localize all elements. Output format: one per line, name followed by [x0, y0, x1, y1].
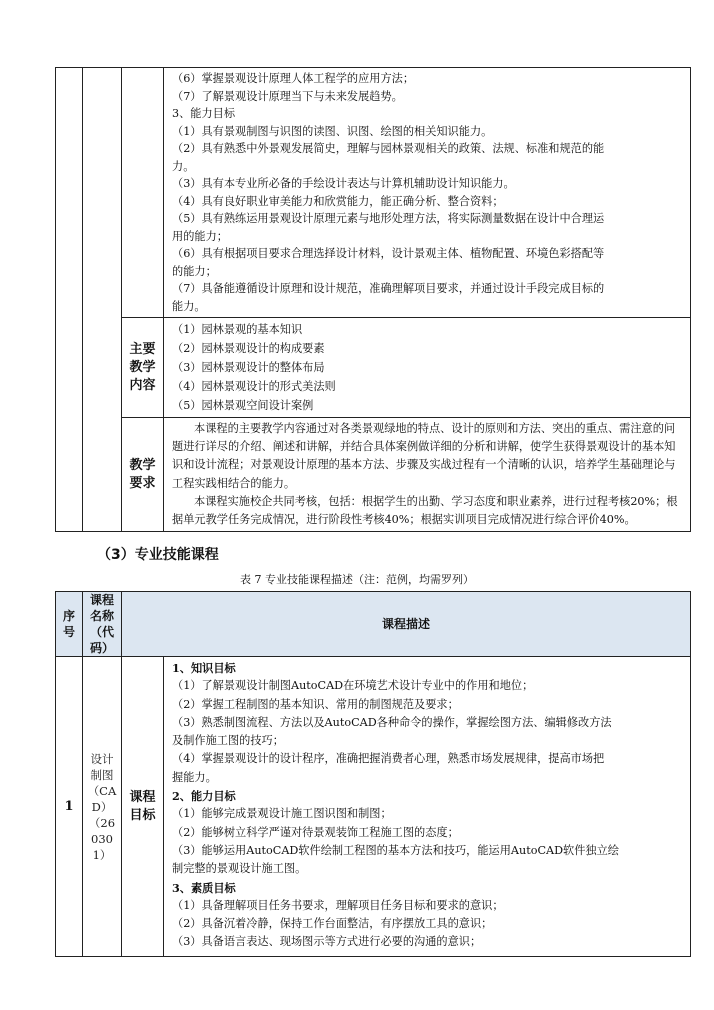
desc-line: 及制作施工图的技巧；: [172, 734, 284, 748]
desc-line: 1、知识目标: [172, 661, 236, 675]
goal-line: （3）具有本专业所必备的手绘设计表达与计算机辅助设计知识能力。: [172, 177, 515, 190]
desc-line: （1）能够完成景观设计施工图识图和制图；: [172, 807, 392, 821]
content-cell: [164, 318, 691, 418]
desc-line: 握能力。: [172, 770, 217, 784]
desc-line: （3）具备语言表达、现场图示等方式进行必要的沟通的意识；: [172, 935, 482, 949]
content-line: （1）园林景观的基本知识: [172, 323, 303, 336]
content-line: （4）园林景观设计的形式美法则: [172, 380, 336, 393]
desc-line: （1）具备理解项目任务书要求，理解项目任务目标和要求的意识；: [172, 898, 504, 912]
goal-line: （5）具有熟练运用景观设计原理元素与地形处理方法，将实际测量数据在设计中合理运: [172, 212, 605, 225]
goal-label: 课程目标: [122, 657, 164, 957]
goal-line: （2）具有熟悉中外景观发展简史，理解与园林景观相关的政策、法规、标准和规范的能: [172, 142, 605, 155]
goal-line: （6）具有根据项目要求合理选择设计材料，设计景观主体、植物配置、环境色彩搭配等: [172, 247, 605, 260]
goals-lines: [172, 70, 686, 315]
req-para-2: 本课程实施校企共同考核，包括：根据学生的出勤、学习态度和职业素养，进行过程考核20%；根据单元教学任务完成情况，进行阶段性考核40%；根据实训项目完成情况进行综合评价40%。: [172, 494, 678, 527]
desc-line: （2）掌握工程制图的基本知识、常用的制图规范及要求；: [172, 697, 459, 711]
label-cell-empty: [122, 68, 164, 318]
table-caption: 表 7 专业技能课程描述（注：范例，均需罗列）: [240, 573, 474, 586]
desc-line: （1）了解景观设计制图AutoCAD在环境艺术设计专业中的作用和地位；: [172, 679, 534, 693]
desc-line: （2）具备沉着冷静，保持工作台面整洁，有序摆放工具的意识；: [172, 917, 493, 931]
req-cell: [164, 418, 691, 532]
desc-line: （3）熟悉制图流程、方法以及AutoCAD各种命令的操作，掌握绘图方法、编辑修改方法: [172, 715, 612, 729]
course-name: 设计制图（CAD）（260301）: [83, 657, 122, 957]
course-table-continued: [55, 67, 691, 532]
header-course-desc: 课程描述: [122, 592, 691, 657]
desc-line: （4）掌握景观设计的设计程序，准确把握消费者心理，熟悉市场发展规律，提高市场把: [172, 752, 605, 766]
desc-lines: [172, 659, 686, 952]
goal-line: 3、能力目标: [172, 107, 236, 120]
header-seq: 序号: [56, 592, 83, 657]
goal-line: （6）掌握景观设计原理人体工程学的应用方法；: [172, 72, 415, 85]
content-line: （5）园林景观空间设计案例: [172, 399, 314, 412]
content-line: （2）园林景观设计的构成要素: [172, 342, 325, 355]
desc-cell: [164, 657, 691, 957]
goal-line: （4）具有良好职业审美能力和欣赏能力，能正确分析、整合资料；: [172, 194, 504, 208]
goal-line: 用的能力；: [172, 229, 228, 243]
goals-cell: [164, 68, 691, 318]
name-cell-empty: [83, 68, 122, 532]
goal-line: （1）具有景观制图与识图的读图、识图、绘图的相关知识能力。: [172, 124, 493, 138]
desc-line: （3）能够运用AutoCAD软件绘制工程图的基本方法和技巧，能运用AutoCAD软件独立绘: [172, 843, 619, 857]
goal-line: （7）具备能遵循设计原理和设计规范，准确理解项目要求，并通过设计手段完成目标的: [172, 282, 605, 295]
goal-line: 力。: [172, 159, 195, 173]
goal-line: （7）了解景观设计原理当下与未来发展趋势。: [172, 89, 403, 103]
desc-line: 3、素质目标: [172, 880, 236, 895]
content-lines: [172, 320, 686, 415]
row-seq: 1: [56, 657, 83, 957]
seq-cell-empty: [56, 68, 83, 532]
req-para-1: 本课程的主要教学内容通过对各类景观绿地的特点、设计的原则和方法、突出的重点、需注意的问题进行详尽的介绍、阐述和讲解，并结合具体案例做详细的分析和讲解，使学生获得景观设计的基本知识和设计流程；对景观设计原理的基本方法、步骤及实战过程有一个清晰的认识，培养学生基础理论与工程实践相结合的能力。: [172, 422, 676, 490]
section-title: （3）专业技能课程: [97, 547, 219, 563]
header-course-name: 课程名称（代码）: [83, 592, 122, 657]
goal-line: 的能力；: [172, 264, 217, 278]
goal-line: 能力。: [172, 299, 206, 313]
desc-line: 制完整的景观设计施工图。: [172, 862, 307, 876]
desc-line: 2、能力目标: [172, 789, 236, 804]
req-label: 教学要求: [122, 418, 164, 532]
desc-line: （2）能够树立科学严谨对待景观装饰工程施工图的态度；: [172, 825, 459, 839]
content-label: 主要教学内容: [122, 318, 164, 418]
content-line: （3）园林景观设计的整体布局: [172, 361, 325, 374]
skills-course-table: [55, 591, 691, 957]
